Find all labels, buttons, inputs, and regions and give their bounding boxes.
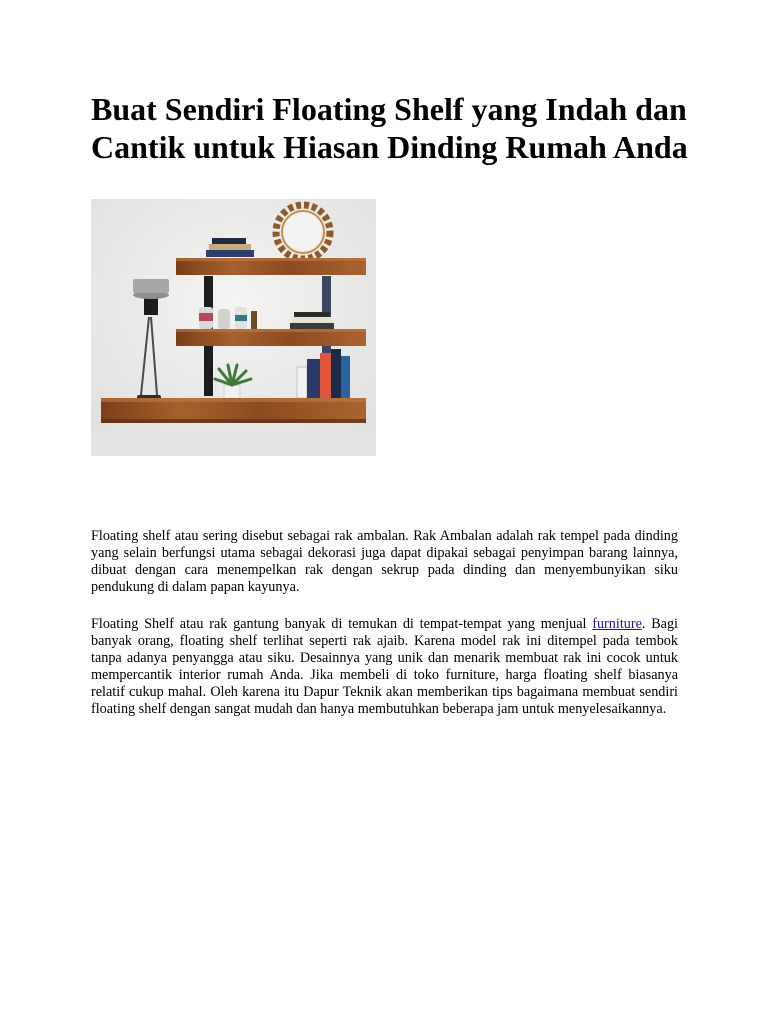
- paragraph-details-rest: . Bagi banyak orang, floating shelf terlihat seperti rak ajaib. Karena model rak ini ditempel pada tembok tanpa adanya penyangga atau siku. Desainnya yang unik dan menarik membuat rak ini cocok untuk mempercantik interior rumah Anda. Jika membeli di toko furniture, harga floating shelf biasanya relatif cukup mahal. Oleh karena itu Dapur Teknik akan memberikan tips bagaimana membuat sendiri floating shelf dengan sangat mudah dan hanya membutuhkan beberapa jam untuk menyelesaikannya.: [91, 616, 679, 717]
- paragraph-details-lead: Floating Shelf atau rak gantung banyak di temukan di tempat-tempat yang menjual: [91, 616, 593, 632]
- paragraph-details: [91, 616, 678, 718]
- paragraph-intro: Floating shelf atau sering disebut sebagai rak ambalan. Rak Ambalan adalah rak tempel pada dinding yang selain berfungsi utama sebagai dekorasi juga dapat dipakai sebagai penyimpan barang lainnya, dibuat dengan cara menempelkan rak dengan sekrup pada dinding dan menyembunyikan siku pendukung di dalam papan kayunya.: [91, 528, 678, 595]
- page-title: Buat Sendiri Floating Shelf yang Indah dan Cantik untuk Hiasan Dinding Rumah Anda: [91, 91, 688, 165]
- floating-shelf-photo: [91, 199, 376, 456]
- furniture-link[interactable]: furniture: [592, 616, 642, 632]
